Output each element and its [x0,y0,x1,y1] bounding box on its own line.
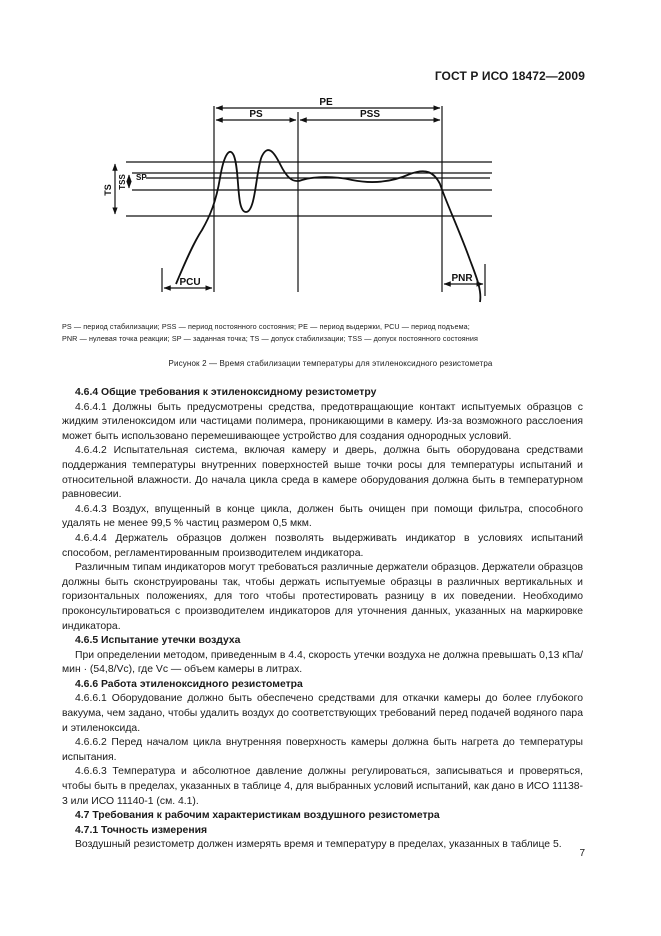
stabilization-figure [90,92,550,312]
section-heading: 4.6.4 Общие требования к этиленоксидному резистометру [75,387,377,398]
paragraph: 4.6.4.2 Испытательная система, включая камеру и дверь, должна быть оборудована средствами поддержания температуры внутренних поверхностей выше точки росы для температуры испытаний и относительной влажности. До начала цикла среда в камере оборудования должна быть в температурном равновесии. [62,445,583,501]
figure-caption: Рисунок 2 — Время стабилизации температуры для этиленоксидного резистометра [168,359,493,368]
paragraph: 4.6.4.3 Воздух, впущенный в конце цикла, должен быть очищен при помощи фильтра, способного удалять не менее 99,5 % частиц размером 0,5 мкм. [62,503,583,530]
paragraph: Воздушный резистометр должен измерять время и температуру в пределах, указанных в таблице 5. [75,839,562,851]
paragraph: 4.6.6.1 Оборудование должно быть обеспечено средствами для откачки камеры до более глубокого вакуума, чем задано, чтобы удалить воздух до соответствующих требований перед подачей водяного пара и этиленоксида. [62,693,583,734]
stabilization-diagram [90,92,550,312]
ps-label: PS [249,109,263,120]
paragraph: Различным типам индикаторов могут требоваться различные держатели образцов. Держатели образцов должны быть сконструированы так, чтобы держать испытуемые образцы в различных вертикальных и горизонтальных положениях, для того чтобы протестировать разницу в их поведении. Необходимо проконсультироваться с производителем индикаторов для уточнения данных, указанных на маркировке индикатора. [62,562,583,632]
ts-label: TS [103,184,113,196]
paragraph: При определении методом, приведенным в 4.4, скорость утечки воздуха не должна превышать 0,13 кПа/мин · (54,8/Vc), где Vc — объем камеры в литрах. [62,649,583,676]
paragraph: 4.6.4.1 Должны быть предусмотрены средства, предотвращающие контакт испытуемых образцов с жидким этиленоксидом или частицами полимера, проникающими в камеру. Из-за возможного расслоения может быть использовано перемешивающее устройство для создания однородных условий. [62,401,583,442]
section-heading: 4.7.1 Точность измерения [75,824,208,836]
section-heading: 4.7 Требования к рабочим характеристикам воздушного резистометра [75,810,440,822]
pcu-label: PCU [179,277,201,288]
pss-label: PSS [359,109,381,120]
section-heading: 4.6.5 Испытание утечки воздуха [75,635,241,647]
section-heading: 4.6.6 Работа этиленоксидного резистометра [75,678,303,690]
pnr-label: PNR [451,273,473,284]
tss-label: TSS [118,174,127,190]
paragraph: 4.6.6.2 Перед началом цикла внутренняя поверхность камеры должна быть нагрета до температуры испытания. [62,737,583,763]
page-number: 7 [579,848,585,859]
figure-legend-line-1: PS — период стабилизации; PSS — период постоянного состояния; PE — период выдержки, PCU — период подъема; [62,322,470,331]
pe-label: PE [319,97,333,108]
document-code-header: ГОСТ Р ИСО 18472—2009 [434,69,585,83]
paragraph: 4.6.6.3 Температура и абсолютное давление должны регулироваться, записываться и проверяться, чтобы быть в пределах, указанных в таблице 4, для выбранных условий испытаний, как дано в ИСО 11138-3 или ИСО 11140-1 (см. 4.1). [62,766,583,807]
body-text [62,386,583,853]
paragraph: 4.6.4.4 Держатель образцов должен позволять выдерживать индикатор в условиях испытаний способом, регламентированным производителем индикатора. [62,532,583,559]
figure-legend-line-2: PNR — нулевая точка реакции; SP — заданная точка; TS — допуск стабилизации; TSS — допуск постоянного состояния [62,334,478,343]
sp-label: SP [136,173,147,182]
